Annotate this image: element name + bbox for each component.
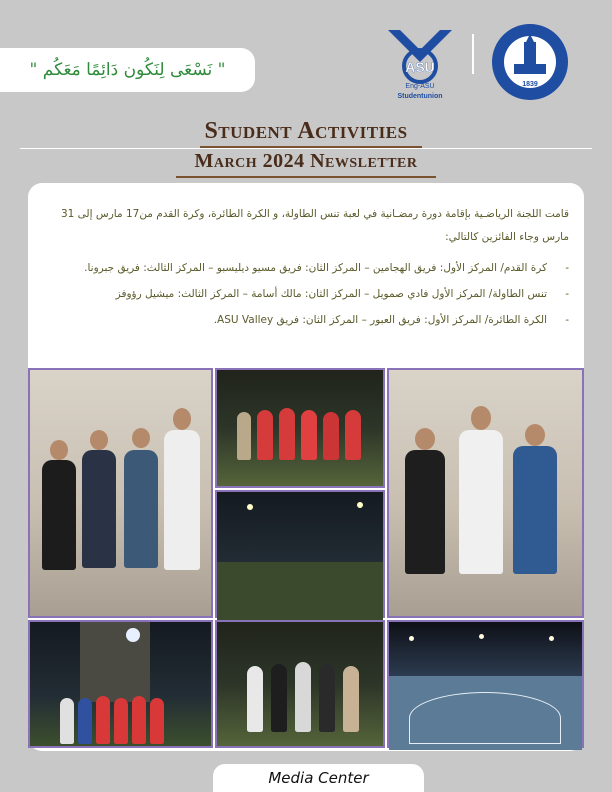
logo-su-text: ASU (405, 59, 435, 75)
newsletter-subtitle: March 2024 Newsletter (194, 150, 418, 172)
newsletter-title: Student Activities (204, 118, 408, 144)
result-table-tennis: - تنس الطاولة/ المركز الأول فادي صمويل – المركز الثان: مالك أسامة – المركز الثالث: ميشيل رؤوفز (44, 281, 569, 307)
photo-table-tennis-winners (387, 368, 584, 618)
results-list (44, 255, 569, 333)
photo-football-team-building (28, 620, 213, 748)
intro-paragraph: قامت اللجنة الرياضـية بإقامة دورة رمضـانية في لعبة تنس الطاولة، و الكرة الطائرة، وكرة القدم من17 مارس إلى 31 مارس وجاء الفائزين كالتالي: (60, 208, 569, 243)
logo-fe-year: 1839 (522, 81, 538, 88)
photo-volleyball-group (215, 620, 385, 748)
photo-football-team-night (215, 368, 385, 488)
faculty-engineering-logo (490, 22, 570, 102)
photo-football-field-night (215, 490, 385, 618)
result-volleyball: - الكرة الطائرة/ المركز الأول: فريق العبور – المركز الثان: فريق ASU Valley. (44, 307, 569, 333)
photo-table-tennis-group (28, 368, 213, 618)
slogan-banner: " نَسْعَى لِنَكُون دَائِمًا مَعَكُم " (0, 48, 255, 92)
title-divider (20, 148, 592, 149)
result-football: - كرة القدم/ المركز الأول: فريق الهجامين – المركز الثان: فريق مسيو ديليسبو – المركز الثالث: فريق جبرونا. (44, 255, 569, 281)
logo-divider (472, 34, 474, 74)
title-underline-2 (176, 176, 436, 178)
logo-su-caption-1: Eng-ASU (405, 83, 435, 90)
media-center-label: Media Center (213, 764, 424, 792)
student-union-logo (380, 22, 460, 102)
logo-su-caption-2: Studentunion (397, 93, 443, 100)
results-text (44, 203, 569, 333)
photo-basketball-court-night (387, 620, 584, 748)
